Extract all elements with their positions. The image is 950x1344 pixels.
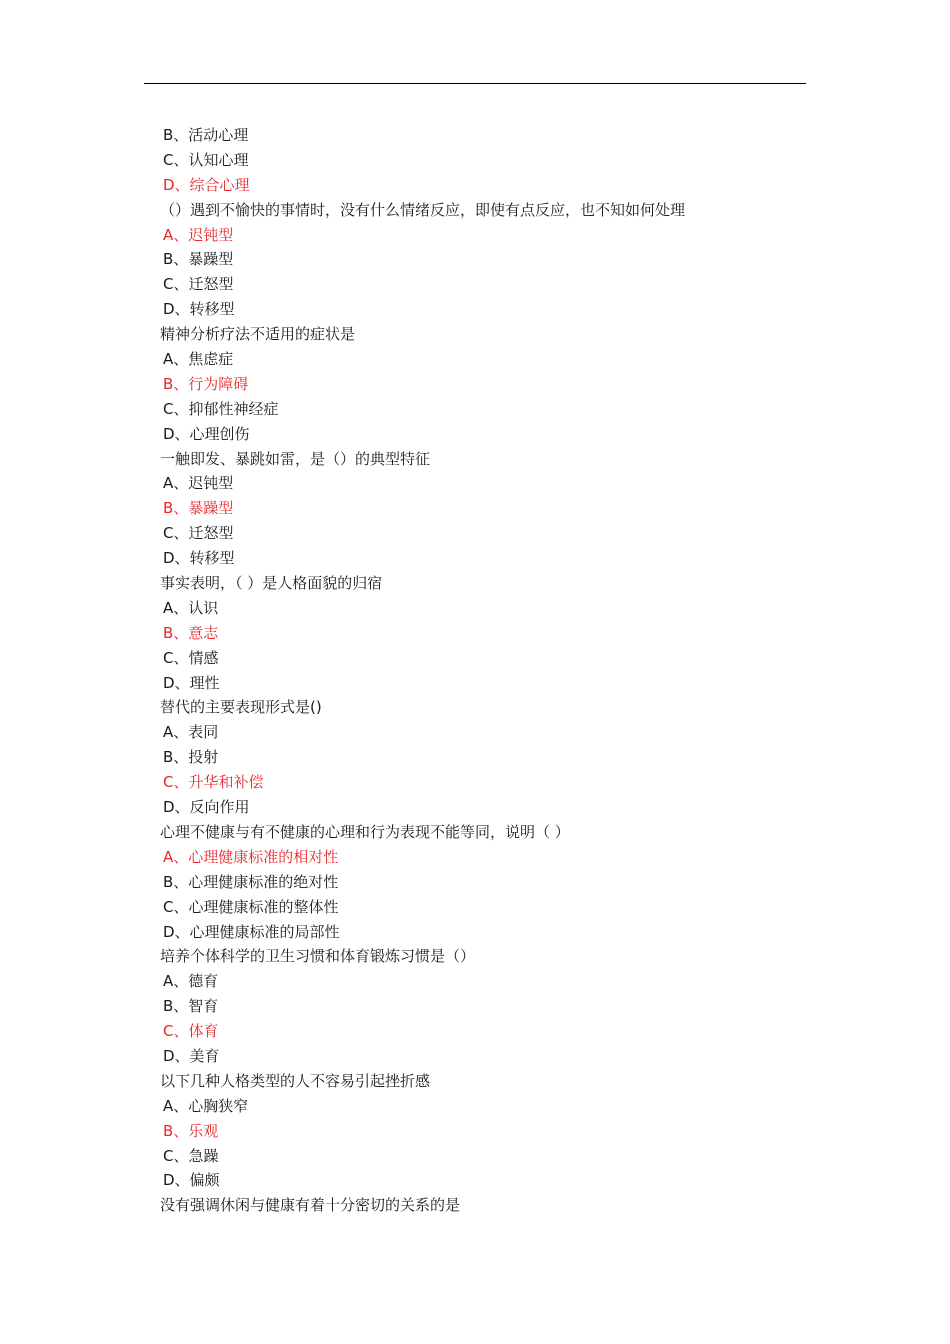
correct-answer-option: A、心理健康标准的相对性 (163, 847, 339, 866)
question-text: 一触即发、暴跳如雷，是（）的典型特征 (160, 449, 431, 468)
answer-option: C、迁怒型 (163, 275, 234, 294)
correct-answer-option: B、行为障碍 (163, 374, 249, 393)
answer-option: D、偏颇 (163, 1171, 220, 1190)
correct-answer-option: C、体育 (163, 1022, 219, 1041)
answer-option: D、心理健康标准的局部性 (163, 922, 340, 941)
correct-answer-option: C、升华和补偿 (163, 773, 264, 792)
answer-option: B、心理健康标准的绝对性 (163, 872, 339, 891)
correct-answer-option: B、乐观 (163, 1121, 219, 1140)
question-text: 以下几种人格类型的人不容易引起挫折感 (160, 1071, 431, 1090)
answer-option: D、美育 (163, 1046, 220, 1065)
answer-option: D、转移型 (163, 549, 235, 568)
answer-option: D、理性 (163, 673, 220, 692)
answer-option: A、认识 (163, 598, 219, 617)
answer-option: D、反向作用 (163, 798, 250, 817)
correct-answer-option: B、意志 (163, 623, 219, 642)
correct-answer-option: D、综合心理 (163, 175, 250, 194)
question-text: 替代的主要表现形式是() (160, 698, 322, 717)
answer-option: C、情感 (163, 648, 219, 667)
question-text: 心理不健康与有不健康的心理和行为表现不能等同，说明（ ） (160, 822, 570, 841)
answer-option: C、抑郁性神经症 (163, 399, 279, 418)
answer-option: C、迁怒型 (163, 524, 234, 543)
question-text: 事实表明，（ ）是人格面貌的归宿 (160, 574, 383, 593)
answer-option: A、表同 (163, 723, 219, 742)
answer-option: B、智育 (163, 997, 219, 1016)
answer-option: D、心理创伤 (163, 424, 250, 443)
question-text: 培养个体科学的卫生习惯和体育锻炼习惯是（） (160, 947, 476, 966)
answer-option: B、投射 (163, 748, 219, 767)
question-text: 没有强调休闲与健康有着十分密切的关系的是 (160, 1196, 461, 1215)
header-rule (144, 83, 806, 84)
answer-option: D、转移型 (163, 300, 235, 319)
correct-answer-option: B、暴躁型 (163, 499, 234, 518)
question-list (0, 123, 950, 1218)
answer-option: A、焦虑症 (163, 350, 234, 369)
answer-option: C、认知心理 (163, 150, 249, 169)
answer-option: C、急躁 (163, 1146, 219, 1165)
answer-option: A、德育 (163, 972, 219, 991)
question-text: 精神分析疗法不适用的症状是 (160, 325, 356, 344)
answer-option: A、迟钝型 (163, 474, 234, 493)
question-text: （）遇到不愉快的事情时，没有什么情绪反应，即使有点反应，也不知如何处理 (160, 200, 686, 219)
answer-option: B、活动心理 (163, 126, 249, 144)
correct-answer-option: A、迟钝型 (163, 225, 234, 244)
answer-option: A、心胸狭窄 (163, 1096, 249, 1115)
answer-option: B、暴躁型 (163, 250, 234, 269)
answer-option: C、心理健康标准的整体性 (163, 897, 339, 916)
